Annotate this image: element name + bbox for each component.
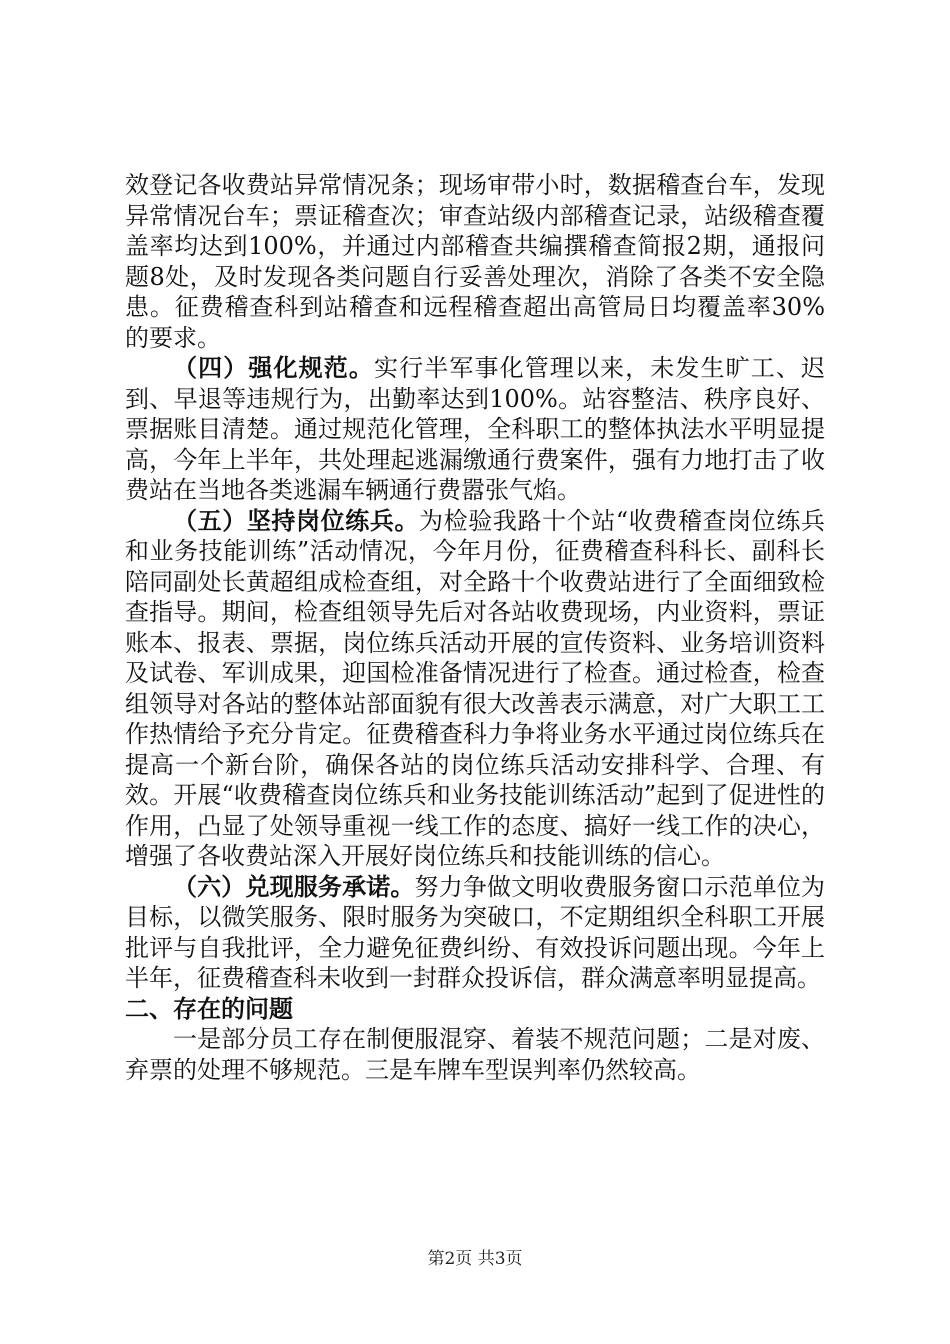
section-4-paragraph	[125, 353, 825, 506]
page-footer: 第2页 共3页	[427, 1249, 523, 1269]
paragraph-continuation: 效登记各收费站异常情况条；现场审带小时，数据稽查台车，发现异常情况台车；票证稽查次；审查站级内部稽查记录，站级稽查覆盖率均达到100%，并通过内部稽查共编撰稽查简报2期，通报问题8处，及时发现各类问题自行妥善处理次，消除了各类不安全隐患。征费稽查科到站稽查和远程稽查超出高管局日均覆盖率30%的要求。	[125, 171, 825, 352]
section-5-paragraph	[125, 506, 825, 872]
section-6-body: 努力争做文明收费服务窗口示范单位为目标，以微笑服务、限时服务为突破口，不定期组织全科职工开展批评与自我批评，全力避免征费纠纷、有效投诉问题出现。今年上半年，征费稽查科未收到一封群众投诉信，群众满意率明显提高。	[125, 872, 826, 992]
problems-paragraph: 一是部分员工存在制便服混穿、着装不规范问题；二是对废、弃票的处理不够规范。三是车牌车型误判率仍然较高。	[125, 1025, 825, 1084]
problems-heading: 二、存在的问题	[125, 994, 293, 1023]
section-5-body: 为检验我路十个站“收费稽查岗位练兵和业务技能训练”活动情况，今年月份，征费稽查科科长、副科长陪同副处长黄超组成检查组，对全路十个收费站进行了全面细致检查指导。期间，检查组领导先后对各站收费现场，内业资料，票证账本、报表、票据，岗位练兵活动开展的宣传资料、业务培训资料及试卷、军训成果，迎国检准备情况进行了检查。通过检查，检查组领导对各站的整体站部面貌有很大改善表示满意，对广大职工工作热情给予充分肯定。征费稽查科力争将业务水平通过岗位练兵在提高一个新台阶，确保各站的岗位练兵活动安排科学、合理、有效。开展“收费稽查岗位练兵和业务技能训练活动”起到了促进性的作用，凸显了处领导重视一线工作的态度、搞好一线工作的决心，增强了各收费站深入开展好岗位练兵和技能训练的信心。	[125, 506, 825, 870]
section-6-paragraph	[125, 872, 825, 994]
section-4-heading: （四）强化规范。	[173, 354, 374, 382]
document-body	[125, 170, 825, 1085]
section-6-heading: （六）兑现服务承诺。	[173, 872, 415, 901]
section-4-body: 实行半军事化管理以来，未发生旷工、迟到、早退等违规行为，出勤率达到100%。站容整洁、秩序良好、票据账目清楚。通过规范化管理，全科职工的整体执法水平明显提高，今年上半年，共处理起逃漏缴通行费案件，强有力地打击了收费站在当地各类逃漏车辆通行费嚣张气焰。	[125, 354, 826, 504]
section-5-heading: （五）坚持岗位练兵。	[173, 506, 420, 535]
